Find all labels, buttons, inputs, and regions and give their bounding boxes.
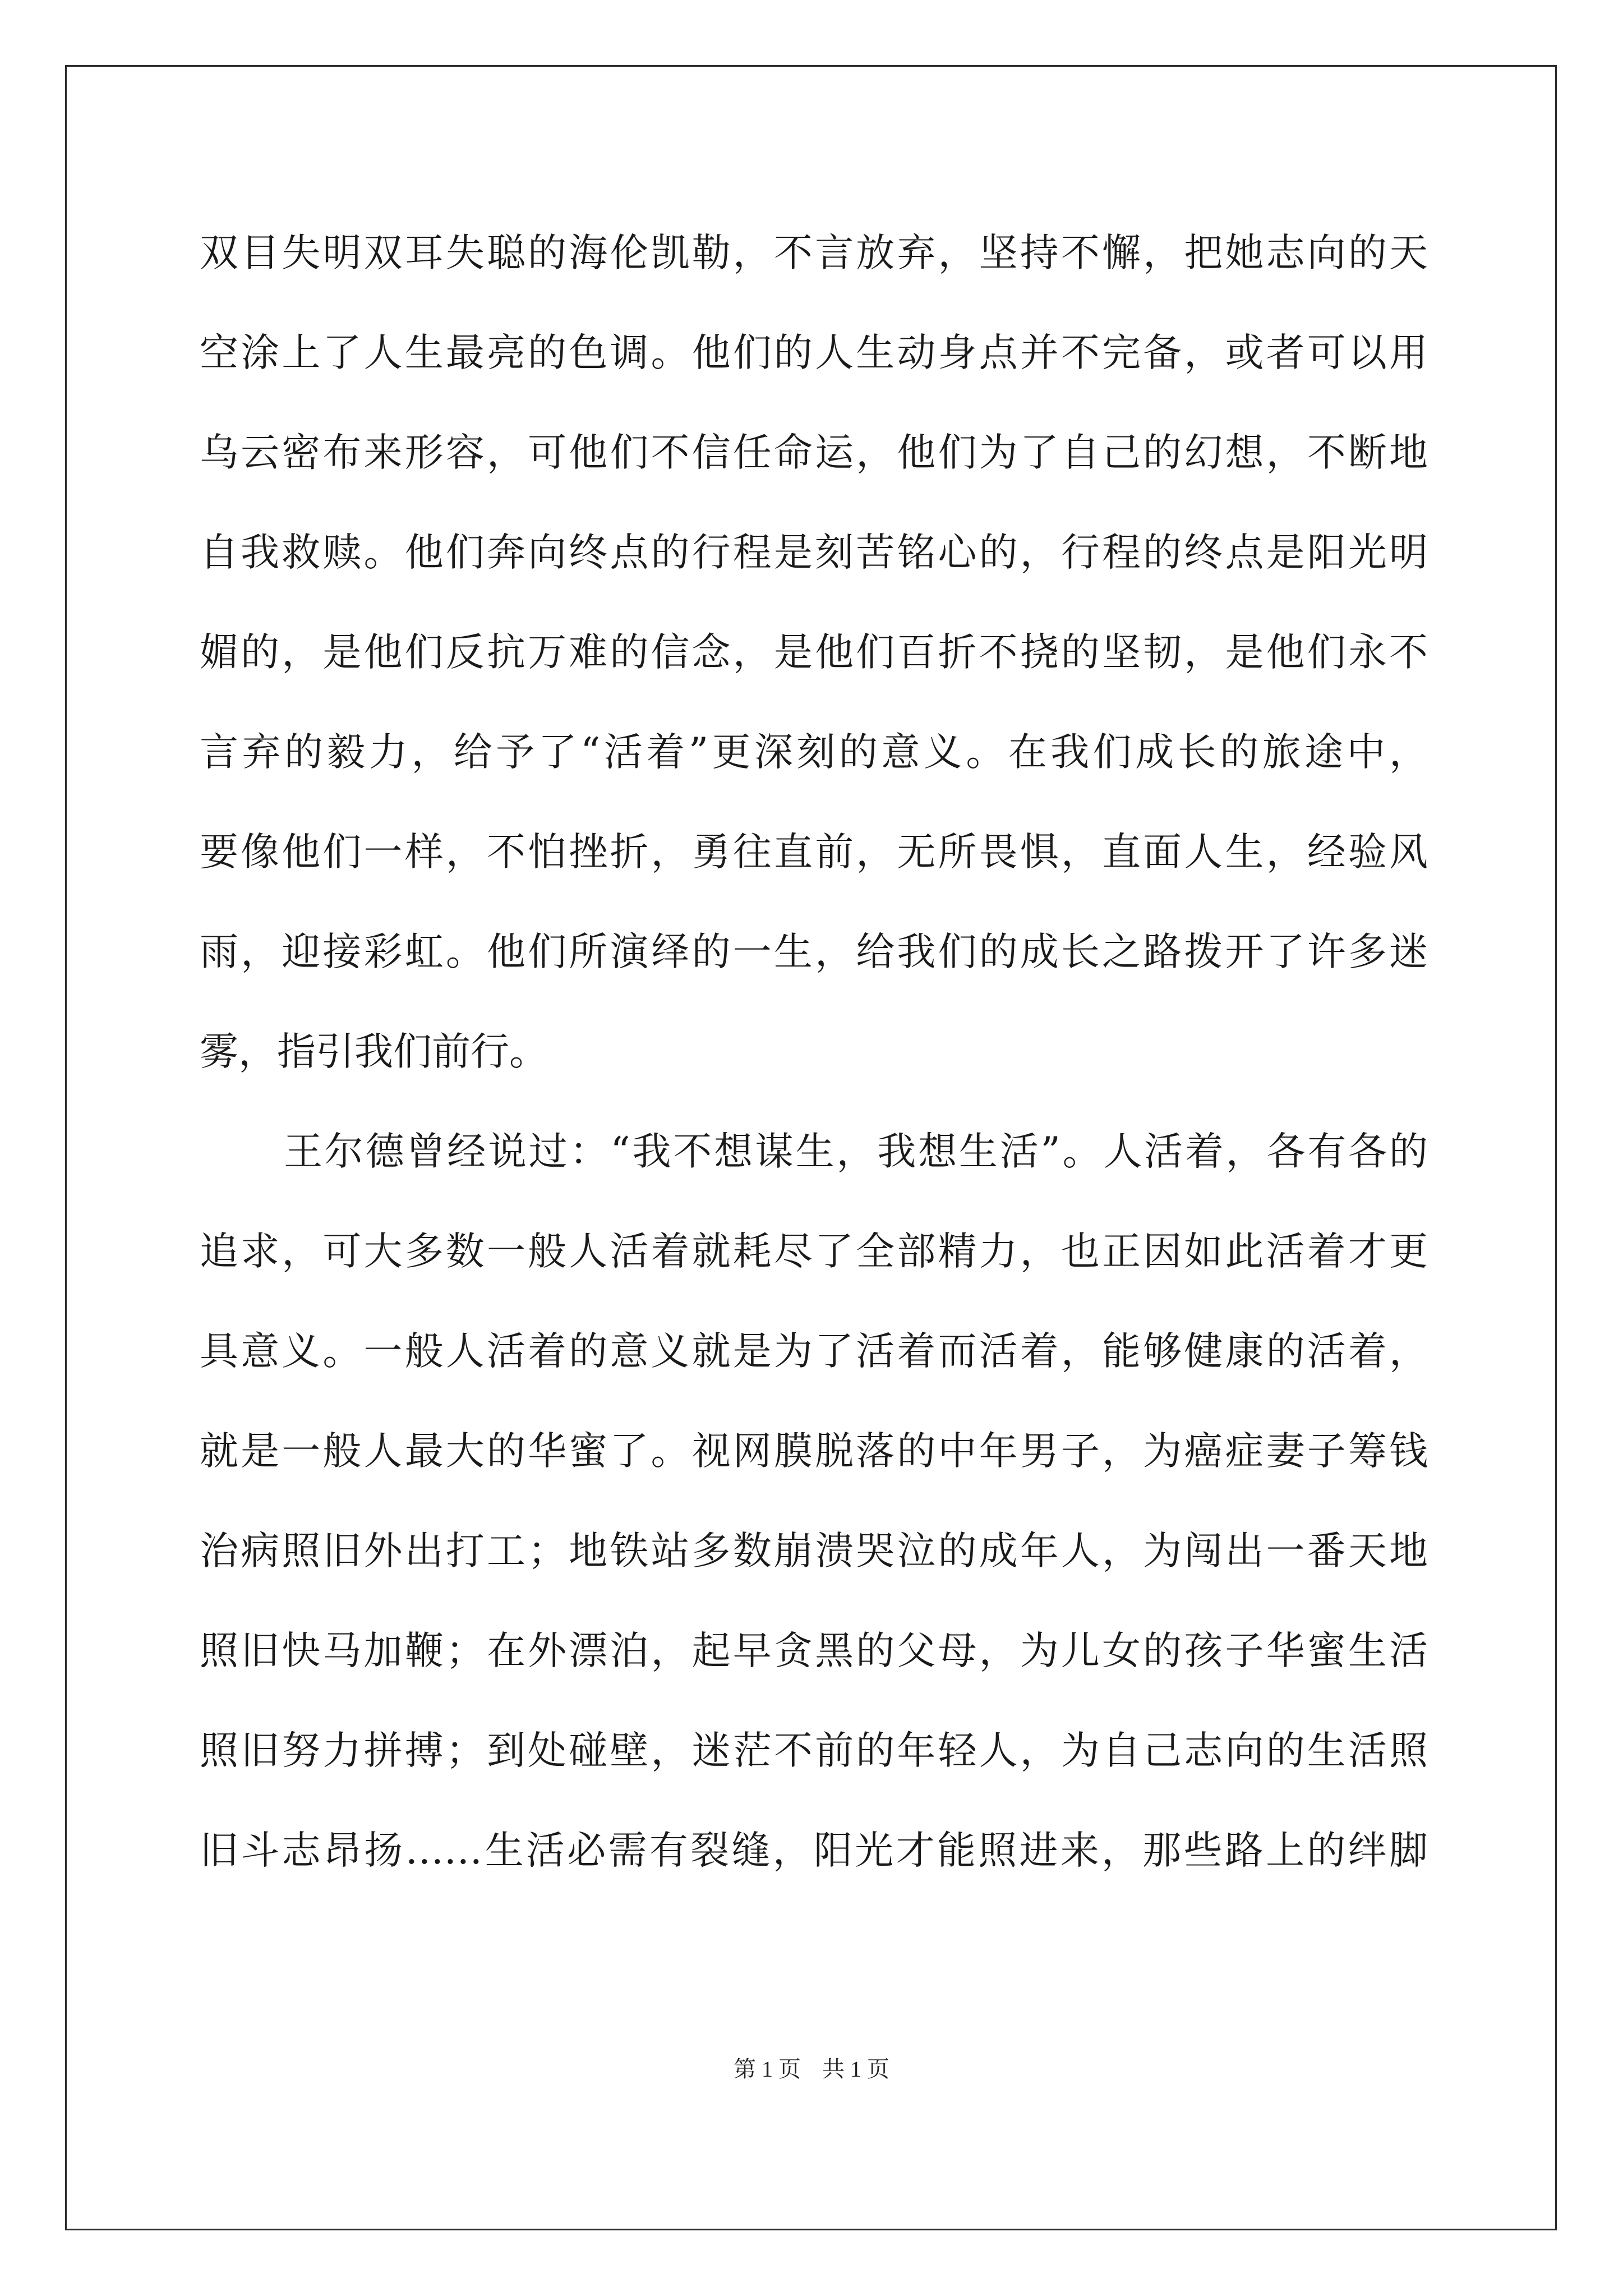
text-line: 言弃的毅力，给予了“活着”更深刻的意义。在我们成长的旅途中， bbox=[200, 730, 1428, 775]
document-body bbox=[200, 211, 1428, 1908]
text-line: 照旧快马加鞭；在外漂泊，起早贪黑的父母，为儿女的孩子华蜜生活 bbox=[200, 1628, 1428, 1673]
text-line: 照旧努力拼搏；到处碰壁，迷茫不前的年轻人，为自己志向的生活照 bbox=[200, 1728, 1428, 1773]
text-line: 雾，指引我们前行。 bbox=[200, 1029, 548, 1074]
text-line: 雨，迎接彩虹。他们所演绎的一生，给我们的成长之路拨开了许多迷 bbox=[200, 930, 1428, 974]
page-footer bbox=[0, 2055, 1623, 2083]
text-line: 双目失明双耳失聪的海伦凯勒，不言放弃，坚持不懈，把她志向的天 bbox=[200, 231, 1428, 275]
text-line: 具意义。一般人活着的意义就是为了活着而活着，能够健康的活着， bbox=[200, 1329, 1428, 1374]
page-number: 第 1 页 bbox=[734, 2056, 801, 2082]
text-line: 空涂上了人生最亮的色调。他们的人生动身点并不完备，或者可以用 bbox=[200, 330, 1428, 375]
text-line: 就是一般人最大的华蜜了。视网膜脱落的中年男子，为癌症妻子筹钱 bbox=[200, 1429, 1428, 1474]
text-line: 追求，可大多数一般人活着就耗尽了全部精力，也正因如此活着才更 bbox=[200, 1229, 1428, 1274]
text-line: 王尔德曾经说过：“我不想谋生，我想生活”。人活着，各有各的 bbox=[284, 1129, 1428, 1174]
page-total: 共 1 页 bbox=[822, 2056, 889, 2082]
text-line: 要像他们一样，不怕挫折，勇往直前，无所畏惧，直面人生，经验风 bbox=[200, 830, 1428, 875]
text-line: 治病照旧外出打工；地铁站多数崩溃哭泣的成年人，为闯出一番天地 bbox=[200, 1529, 1428, 1573]
text-line: 媚的，是他们反抗万难的信念，是他们百折不挠的坚韧，是他们永不 bbox=[200, 630, 1428, 675]
text-line: 乌云密布来形容，可他们不信任命运，他们为了自己的幻想，不断地 bbox=[200, 430, 1428, 475]
text-line: 旧斗志昂扬……生活必需有裂缝，阳光才能照进来，那些路上的绊脚 bbox=[200, 1828, 1428, 1873]
text-line: 自我救赎。他们奔向终点的行程是刻苦铭心的，行程的终点是阳光明 bbox=[200, 530, 1428, 575]
